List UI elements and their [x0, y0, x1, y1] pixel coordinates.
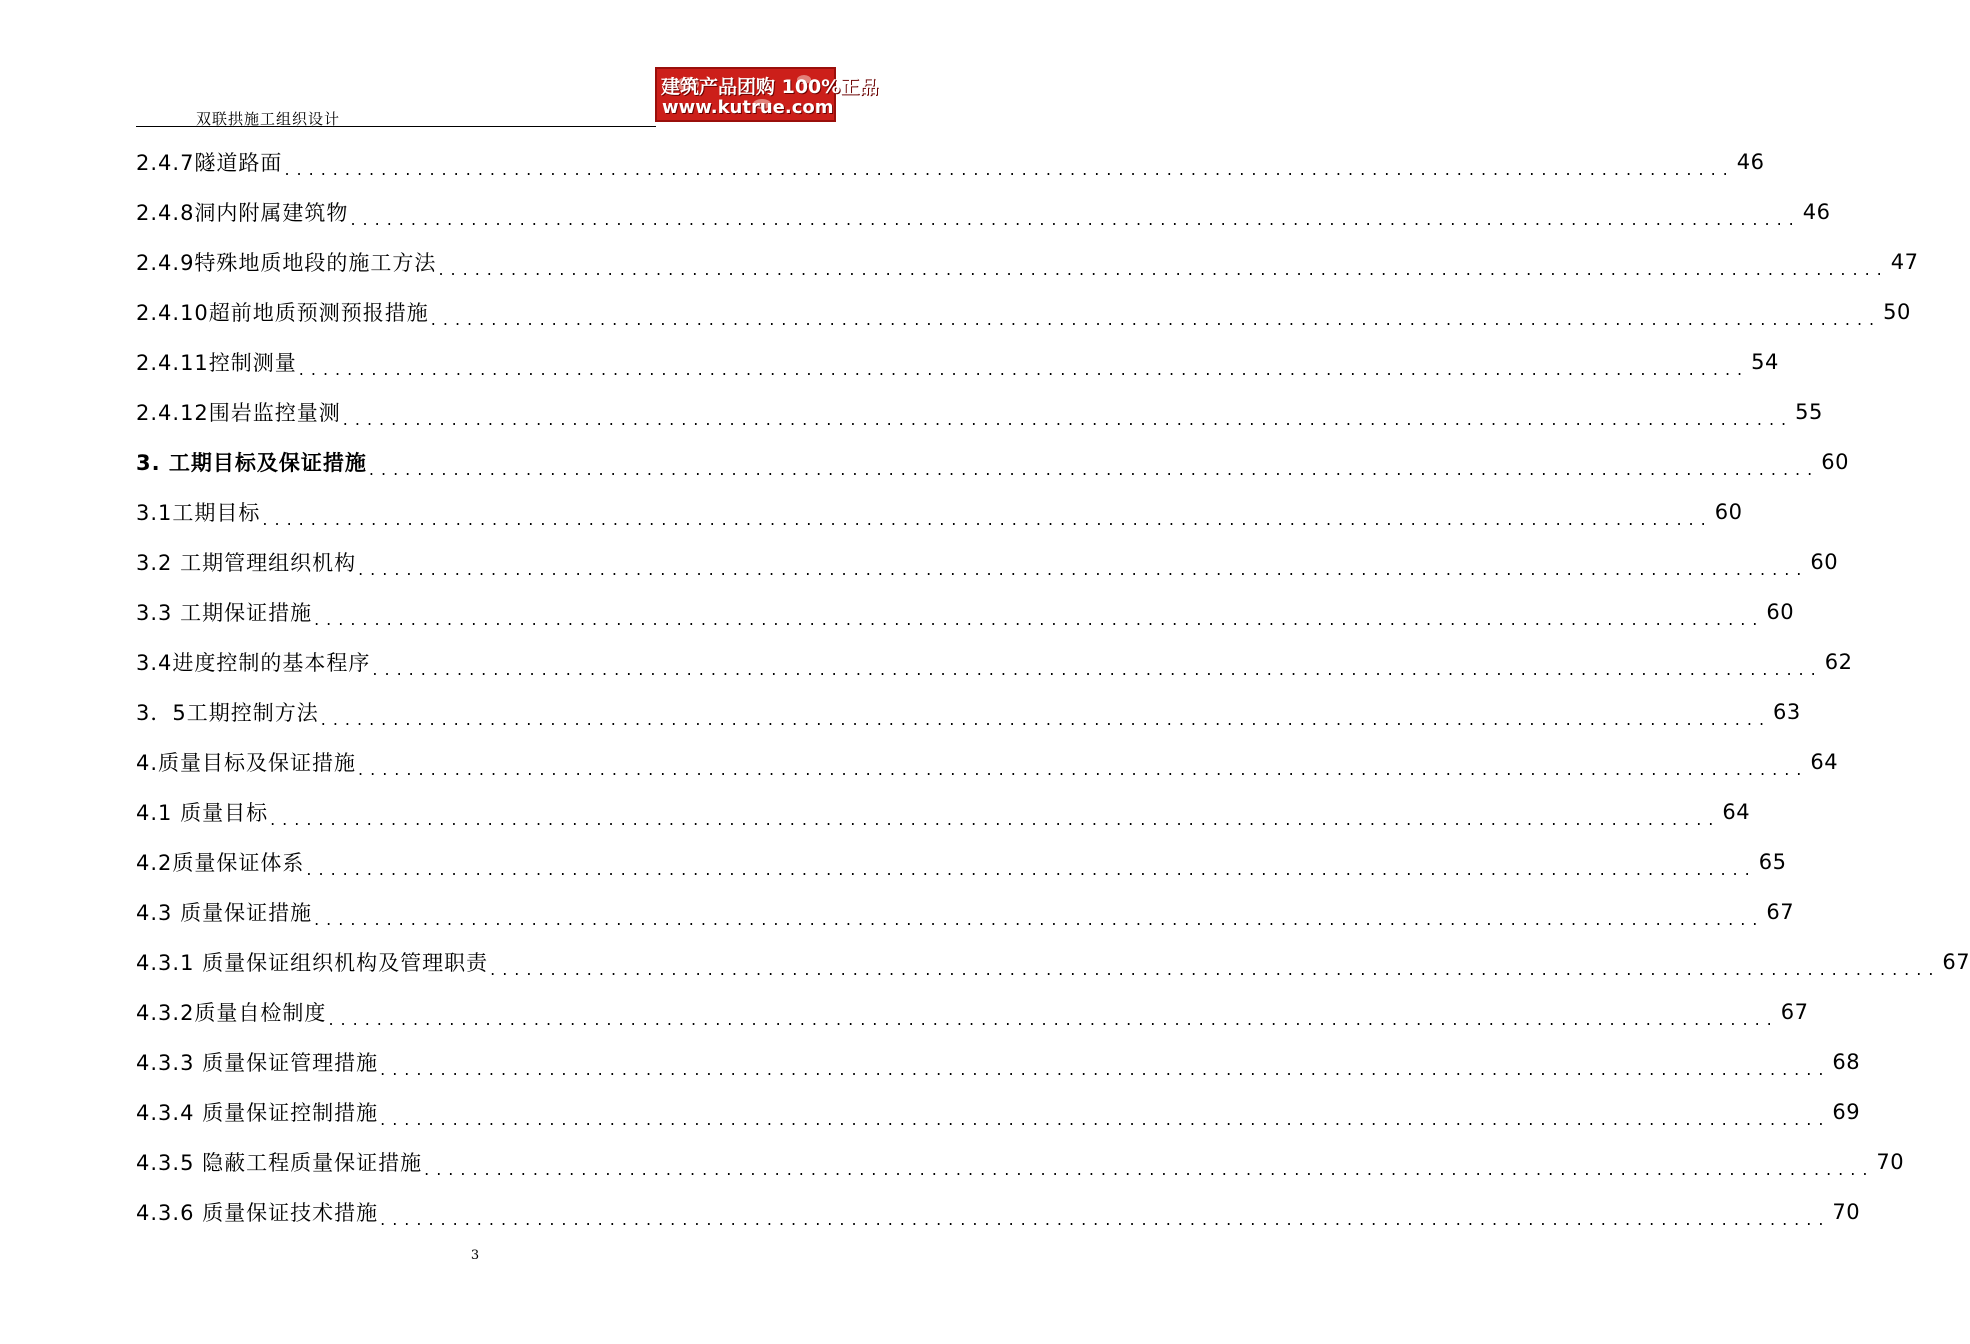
- toc-dot-leader: ........................................................................................................................: [314, 610, 1765, 629]
- toc-dot-leader: ........................................................................................................................: [342, 410, 1794, 429]
- toc-entry-page: 60: [1821, 450, 1849, 474]
- toc-entry-title: 2.4.10超前地质预测预报措施: [136, 301, 429, 325]
- toc-entry-title: 2.4.12围岩监控量测: [136, 401, 341, 425]
- toc-entry-page: 60: [1714, 500, 1743, 524]
- toc-entry[interactable]: [136, 237, 1919, 287]
- toc-entry-page: 64: [1722, 800, 1751, 824]
- toc-entry-title: 4.3.3 质量保证管理措施: [136, 1051, 379, 1075]
- toc-entry-title: 2.4.8洞内附属建筑物: [136, 201, 349, 225]
- toc-entry[interactable]: [136, 737, 1839, 787]
- toc-entry-page: 67: [1766, 900, 1795, 924]
- toc-entry[interactable]: [136, 387, 1823, 437]
- logo-line-1: 建筑产品团购 100%正品: [661, 76, 879, 98]
- toc-entry[interactable]: [136, 937, 1970, 987]
- toc-entry[interactable]: [136, 887, 1795, 937]
- toc-entry-title: 4.1 质量目标: [136, 801, 269, 825]
- toc-entry[interactable]: [136, 537, 1839, 587]
- toc-dot-leader: ........................................................................................................................: [438, 260, 1889, 279]
- toc-entry-page: 60: [1810, 550, 1839, 574]
- toc-dot-leader: ........................................................................................................................: [270, 810, 1721, 829]
- toc-entry-title: 2.4.7隧道路面: [136, 151, 283, 175]
- toc-entry-page: 63: [1773, 700, 1801, 724]
- toc-dot-leader: ........................................................................................................................: [328, 1010, 1779, 1029]
- toc-entry-title: 2.4.11控制测量: [136, 351, 297, 375]
- toc-entry[interactable]: [136, 437, 1849, 487]
- running-header-title: 双联拱施工组织设计: [196, 110, 341, 128]
- toc-entry-page: 70: [1876, 1150, 1905, 1174]
- toc-entry[interactable]: [136, 487, 1743, 537]
- toc-entry-title: 4.3.2质量自检制度: [136, 1001, 327, 1025]
- toc-entry[interactable]: [136, 187, 1831, 237]
- toc-entry-page: 65: [1758, 850, 1787, 874]
- toc-entry-title: 4.3.1 质量保证组织机构及管理职责: [136, 951, 489, 975]
- toc-entry-page: 69: [1832, 1100, 1861, 1124]
- toc-entry[interactable]: [136, 837, 1787, 887]
- toc-dot-leader: ........................................................................................................................: [424, 1160, 1875, 1179]
- toc-dot-leader: ........................................................................................................................: [306, 860, 1757, 879]
- toc-entry-title: 4.3 质量保证措施: [136, 901, 313, 925]
- table-of-contents: [136, 137, 1970, 1237]
- toc-entry[interactable]: [136, 1137, 1905, 1187]
- toc-dot-leader: ........................................................................................................................: [380, 1060, 1831, 1079]
- toc-dot-leader: ........................................................................................................................: [350, 210, 1801, 229]
- toc-entry-title: 2.4.9特殊地质地段的施工方法: [136, 251, 437, 275]
- toc-entry[interactable]: [136, 287, 1911, 337]
- toc-entry-title: 3．5工期控制方法: [136, 701, 319, 725]
- toc-dot-leader: ........................................................................................................................: [490, 960, 1941, 979]
- toc-entry[interactable]: [136, 637, 1853, 687]
- toc-entry-page: 46: [1736, 150, 1765, 174]
- toc-entry-page: 64: [1810, 750, 1839, 774]
- toc-entry-page: 62: [1824, 650, 1853, 674]
- toc-entry[interactable]: [136, 587, 1795, 637]
- toc-dot-leader: ........................................................................................................................: [380, 1110, 1831, 1129]
- toc-entry[interactable]: [136, 787, 1751, 837]
- toc-dot-leader: ........................................................................................................................: [314, 910, 1765, 929]
- toc-entry-page: 46: [1802, 200, 1831, 224]
- toc-dot-leader: ........................................................................................................................: [358, 760, 1809, 779]
- toc-entry-title: 3.3 工期保证措施: [136, 601, 313, 625]
- toc-dot-leader: ........................................................................................................................: [262, 510, 1713, 529]
- toc-entry-page: 70: [1832, 1200, 1861, 1224]
- toc-dot-leader: ........................................................................................................................: [320, 710, 1772, 729]
- toc-entry[interactable]: [136, 1187, 1861, 1237]
- toc-entry-title: 3.4进度控制的基本程序: [136, 651, 371, 675]
- toc-entry-page: 54: [1751, 350, 1779, 374]
- toc-dot-leader: ........................................................................................................................: [298, 360, 1750, 379]
- toc-entry-title: 4.质量目标及保证措施: [136, 751, 357, 775]
- toc-entry-title: 4.3.5 隐蔽工程质量保证措施: [136, 1151, 423, 1175]
- toc-dot-leader: ........................................................................................................................: [368, 460, 1820, 479]
- toc-entry-page: 55: [1795, 400, 1823, 424]
- toc-dot-leader: ........................................................................................................................: [380, 1210, 1831, 1229]
- page-number: 3: [470, 1248, 480, 1263]
- toc-dot-leader: ........................................................................................................................: [372, 660, 1823, 679]
- toc-entry[interactable]: [136, 687, 1801, 737]
- watermark-logo: [655, 67, 879, 122]
- toc-entry[interactable]: [136, 987, 1809, 1037]
- toc-entry-title: 3.1工期目标: [136, 501, 261, 525]
- toc-entry-title: 3. 工期目标及保证措施: [136, 451, 367, 475]
- toc-entry-page: 47: [1890, 250, 1919, 274]
- toc-entry-title: 4.3.4 质量保证控制措施: [136, 1101, 379, 1125]
- toc-entry-page: 60: [1766, 600, 1795, 624]
- toc-entry[interactable]: [136, 1037, 1861, 1087]
- toc-dot-leader: ........................................................................................................................: [430, 310, 1882, 329]
- toc-entry-title: 4.2质量保证体系: [136, 851, 305, 875]
- toc-entry-title: 4.3.6 质量保证技术措施: [136, 1201, 379, 1225]
- toc-entry-page: 67: [1780, 1000, 1809, 1024]
- logo-line-2: www.kutrue.com: [662, 97, 834, 118]
- toc-entry-page: 67: [1942, 950, 1970, 974]
- toc-entry-page: 50: [1883, 300, 1911, 324]
- toc-entry[interactable]: [136, 1087, 1861, 1137]
- toc-entry-page: 68: [1832, 1050, 1861, 1074]
- toc-dot-leader: ........................................................................................................................: [358, 560, 1809, 579]
- toc-entry-title: 3.2 工期管理组织机构: [136, 551, 357, 575]
- toc-entry[interactable]: [136, 337, 1779, 387]
- header-rule: [136, 126, 656, 127]
- toc-dot-leader: ........................................................................................................................: [284, 160, 1735, 179]
- toc-entry[interactable]: [136, 137, 1765, 187]
